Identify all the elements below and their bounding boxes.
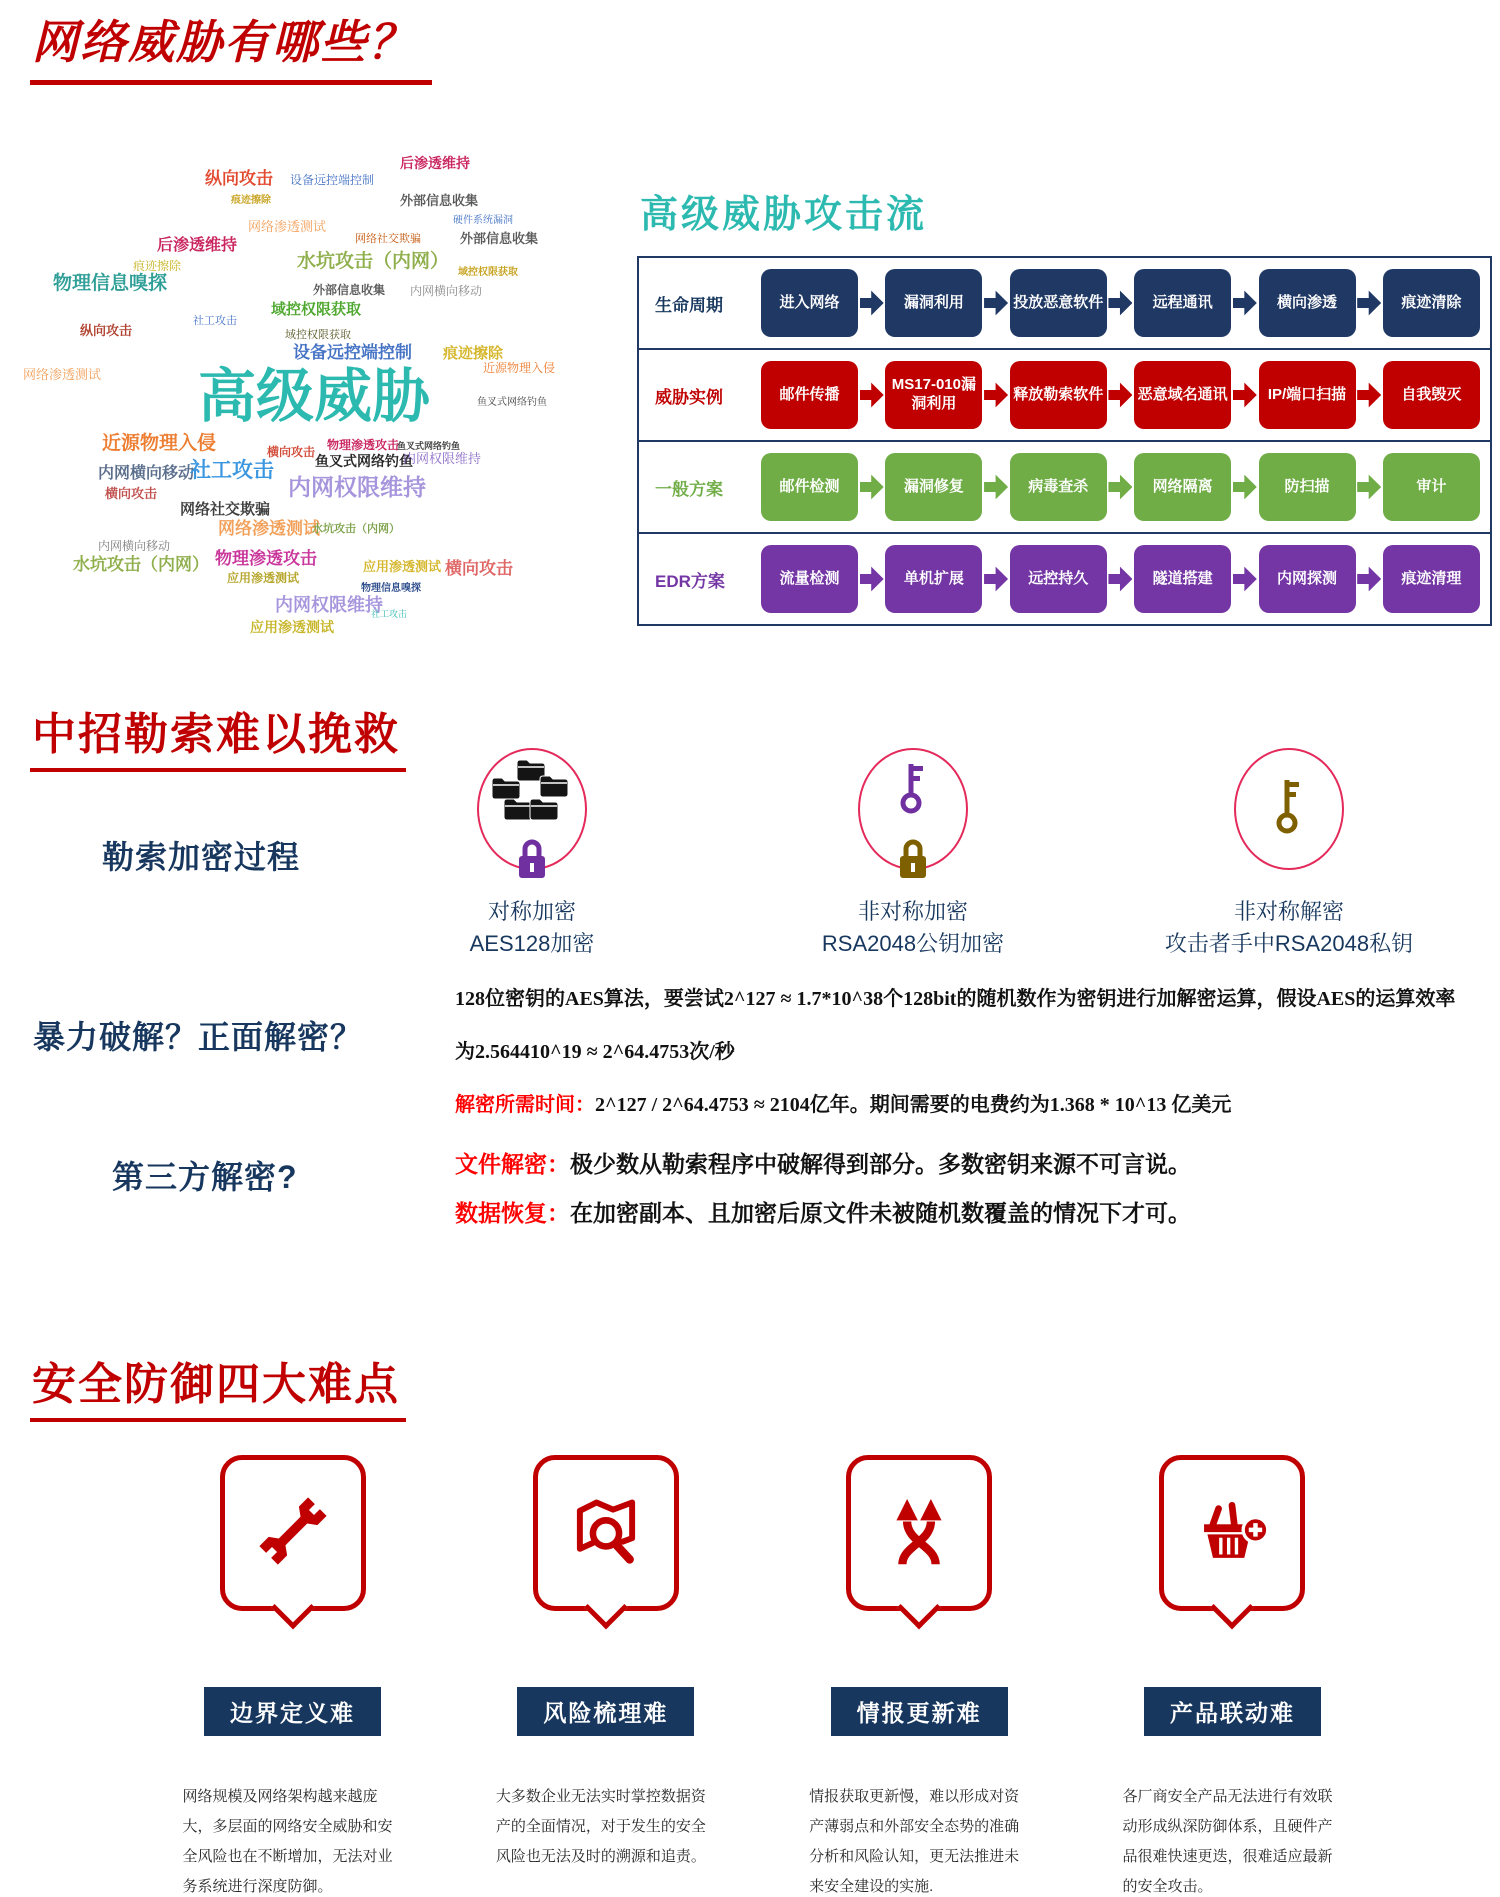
flow-arrow-icon [1108, 565, 1132, 593]
ransom-stage-symmetric [352, 748, 712, 960]
difficulty-label: 边界定义难 [204, 1687, 381, 1736]
olive-lock-icon [895, 837, 931, 886]
wordcloud-term: 社工攻击 [371, 609, 408, 619]
wordcloud-term: 设备远控端控制 [290, 173, 375, 187]
ransom-process-label: 勒索加密过程 [102, 839, 301, 875]
wordcloud-term: 设备远控端控制 [293, 343, 412, 362]
flow-step-box: 远控持久 [1010, 545, 1107, 613]
flow-arrow-icon [984, 289, 1008, 317]
flow-arrow-icon [1108, 473, 1132, 501]
difficulty-label: 情报更新难 [831, 1687, 1008, 1736]
flow-arrow-icon [860, 565, 884, 593]
purple-lock-icon [514, 837, 550, 886]
data-recover-text: 在加密副本、且加密后原文件未被随机数覆盖的情况下才可。 [570, 1200, 1191, 1226]
stage-sublabel: RSA2048公钥加密 [821, 930, 1005, 956]
flow-arrow-icon [1108, 381, 1132, 409]
diverging-arrows-icon [881, 1493, 957, 1574]
flow-row-label: 生命周期 [655, 295, 723, 315]
stage-sublabel: 攻击者手中RSA2048私钥 [1164, 930, 1414, 956]
wordcloud-term: 后渗透维持 [157, 237, 238, 254]
third-party-text [455, 1146, 1191, 1244]
flow-row-label: EDR方案 [655, 571, 725, 591]
flow-step-box: 释放勒索软件 [1010, 361, 1107, 429]
wordcloud-term: 应用渗透测试 [363, 559, 442, 574]
wordcloud-term: 痕迹擦除 [231, 195, 271, 206]
flow-arrow-icon [1357, 381, 1381, 409]
ransom-stage-asymmetric-decrypt [1109, 748, 1469, 960]
wordcloud-term: 近源物理入侵 [483, 361, 556, 375]
wordcloud-term: 网络社交欺骗 [180, 501, 271, 518]
flow-arrow-icon [984, 473, 1008, 501]
wordcloud-term: 内网权限维持 [403, 451, 482, 466]
basket-plus-icon [1194, 1495, 1270, 1572]
decrypt-time-line [455, 1088, 1455, 1117]
brute-line2: 为2.564410^19 ≈ 2^64.4753次/秒 [455, 1041, 735, 1063]
flow-step-box: 网络隔离 [1134, 453, 1231, 521]
flow-step-box: 恶意域名通讯 [1134, 361, 1231, 429]
pin-shape [220, 1455, 366, 1611]
wordcloud-term: 域控权限获取 [271, 301, 362, 318]
flow-steps [761, 545, 1480, 613]
stage-label: 非对称解密 [1233, 899, 1344, 924]
section2-title: 中招勒索难以挽救 [30, 698, 406, 772]
flow-step-box: 痕迹清除 [1383, 269, 1480, 337]
data-recover-line [455, 1195, 1191, 1228]
flow-step-box: 邮件检测 [761, 453, 858, 521]
difficulty-desc: 网络规模及网络架构越来越庞大，多层面的网络安全威胁和安全风险也在不断增加，无法对业务系统进行深度防御。 [182, 1788, 393, 1895]
wordcloud-term: 鱼叉式网络钓鱼 [315, 453, 413, 469]
flow-row-label: 一般方案 [655, 479, 723, 499]
flow-row [639, 350, 1490, 442]
difficulty-desc: 各厂商安全产品无法进行有效联动形成纵深防御体系，且硬件产品很难快速更迭，很难适应最新的安全攻击。 [1122, 1788, 1333, 1895]
flow-arrow-icon [1357, 473, 1381, 501]
wordcloud-term: 网络渗透测试 [248, 219, 327, 234]
wordcloud-term: 内网横向移动 [98, 465, 195, 482]
wordcloud-term: 外部信息收集 [400, 193, 479, 208]
flow-step-box: 流量检测 [761, 545, 858, 613]
difficulty-label: 产品联动难 [1144, 1687, 1321, 1736]
flow-step-box: 病毒查杀 [1010, 453, 1107, 521]
key-icon [1234, 748, 1344, 870]
flow-row [639, 258, 1490, 350]
stage-label: 非对称加密 [857, 899, 968, 924]
flow-row-label: 威胁实例 [655, 387, 723, 407]
pin-shape [846, 1455, 992, 1611]
brute-line1: 128位密钥的AES算法，要尝试2^127 ≈ 1.7*10^38个128bit的随机数作为密钥进行加解密运算，假设AES的运算效率 [455, 988, 1456, 1010]
difficulty-desc: 情报获取更新慢，难以形成对资产薄弱点和外部安全态势的准确分析和风险认知，更无法推进未来安全建设的实施. [809, 1788, 1020, 1895]
brute-force-text [455, 982, 1455, 1141]
wordcloud-term: 外部信息收集 [313, 283, 386, 297]
flow-arrow-icon [1357, 565, 1381, 593]
flow-step-box: 漏洞修复 [885, 453, 982, 521]
wordcloud-term: 网络渗透测试 [218, 519, 320, 538]
flow-steps [761, 361, 1480, 429]
wordcloud-term: 痕迹擦除 [133, 259, 182, 273]
flow-step-box: 漏洞利用 [885, 269, 982, 337]
wordcloud-term: 物理信息嗅探 [361, 583, 421, 594]
wordcloud-term: 应用渗透测试 [227, 571, 300, 585]
flow-arrow-icon [1233, 565, 1257, 593]
wordcloud-term: 纵向攻击 [205, 169, 273, 188]
flow-arrow-icon [1357, 289, 1381, 317]
wordcloud-term: 内网横向移动 [410, 284, 483, 298]
wordcloud-term: 物理信息嗅探 [53, 273, 168, 294]
flow-step-box: 横向渗透 [1259, 269, 1356, 337]
decrypt-time-label: 解密所需时间： [455, 1094, 595, 1116]
pin-shape [533, 1455, 679, 1611]
brute-force-label: 暴力破解？正面解密？ [33, 1019, 364, 1055]
wordcloud-term: 水坑攻击（内网） [297, 251, 450, 272]
file-decrypt-label: 文件解密： [455, 1151, 570, 1177]
wordcloud-term: 内网权限维持 [275, 595, 383, 615]
difficulties-row [165, 1455, 1360, 1897]
stage-label: 对称加密 [487, 899, 576, 924]
pin-shape [1159, 1455, 1305, 1611]
flow-arrow-icon [860, 381, 884, 409]
wordcloud-term: 鱼叉式网络钓鱼 [477, 397, 547, 408]
decrypt-time-text: 2^127 / 2^64.4753 ≈ 2104亿年。期间需要的电费约为1.368 * 10^13 亿美元 [595, 1094, 1232, 1116]
flow-step-box: 内网探测 [1259, 545, 1356, 613]
difficulty-risk [478, 1455, 733, 1897]
section1-title: 网络威胁有哪些？ [30, 6, 432, 85]
flow-step-box: 远程通讯 [1134, 269, 1231, 337]
key-lock-icon [858, 748, 968, 870]
flow-arrow-icon [860, 473, 884, 501]
flow-step-box: 进入网络 [761, 269, 858, 337]
difficulty-label: 风险梳理难 [517, 1687, 694, 1736]
wordcloud-term: 痕迹擦除 [443, 345, 504, 362]
difficulty-product [1105, 1455, 1360, 1897]
folders-lock-icon [477, 748, 587, 870]
flow-row [639, 534, 1490, 624]
wordcloud-term: 社工攻击 [190, 459, 274, 482]
flow-steps [761, 453, 1480, 521]
wordcloud-term: 外部信息收集 [460, 231, 539, 246]
wordcloud-term: 域控权限获取 [458, 267, 518, 278]
map-search-icon [568, 1493, 644, 1574]
wordcloud-term: 后渗透维持 [400, 155, 470, 171]
third-party-label: 第三方解密? [112, 1159, 298, 1195]
wordcloud-term: 内网权限维持 [288, 474, 426, 500]
flow-step-box: 投放恶意软件 [1010, 269, 1107, 337]
wordcloud-term: 网络渗透测试 [23, 367, 102, 382]
wordcloud-term: 内网横向移动 [98, 539, 171, 553]
flow-arrow-icon [984, 381, 1008, 409]
wordcloud-term: 物理渗透攻击 [327, 438, 400, 452]
data-recover-label: 数据恢复： [455, 1200, 570, 1226]
wordcloud-term: 应用渗透测试 [250, 619, 334, 635]
flow-step-box: 邮件传播 [761, 361, 858, 429]
flow-arrow-icon [1233, 381, 1257, 409]
wordcloud-term: 高级威胁 [198, 364, 431, 429]
section3-title: 安全防御四大难点 [30, 1348, 406, 1422]
wordcloud-term: 纵向攻击 [80, 323, 133, 338]
flow-arrow-icon [984, 565, 1008, 593]
flow-row [639, 442, 1490, 534]
stage-sublabel: AES128加密 [469, 930, 595, 956]
wordcloud-term: 横向攻击 [445, 559, 513, 578]
attack-flow-title: 高级威胁攻击流 [640, 194, 928, 236]
flow-step-box: 自我毁灭 [1383, 361, 1480, 429]
difficulty-intel [792, 1455, 1047, 1897]
wordcloud-term: 近源物理入侵 [102, 433, 217, 454]
flow-arrow-icon [1233, 289, 1257, 317]
flow-step-box: MS17-010漏洞利用 [885, 361, 982, 429]
file-decrypt-text: 极少数从勒索程序中破解得到部分。多数密钥来源不可言说。 [570, 1151, 1191, 1177]
flow-steps [761, 269, 1480, 337]
wordcloud-term: 水坑攻击（内网） [312, 523, 400, 535]
wordcloud-term: 横向攻击 [267, 445, 316, 459]
flow-step-box: IP/端口扫描 [1259, 361, 1356, 429]
difficulty-desc: 大多数企业无法实时掌控数据资产的全面情况，对于发生的安全风险也无法及时的溯源和追责。 [495, 1788, 706, 1865]
wordcloud [5, 140, 590, 655]
wordcloud-term: 网络社交欺骗 [355, 233, 421, 245]
flow-step-box: 审计 [1383, 453, 1480, 521]
wordcloud-term: 横向攻击 [105, 486, 158, 501]
wrench-icon [255, 1493, 331, 1574]
flow-step-box: 隧道搭建 [1134, 545, 1231, 613]
wordcloud-term: 水坑攻击（内网） [73, 555, 209, 574]
flow-step-box: 单机扩展 [885, 545, 982, 613]
flow-step-box: 防扫描 [1259, 453, 1356, 521]
wordcloud-term: 物理渗透攻击 [215, 549, 317, 568]
attack-flow-table [637, 256, 1492, 626]
flow-arrow-icon [1233, 473, 1257, 501]
flow-step-box: 痕迹清理 [1383, 545, 1480, 613]
ransom-stage-asymmetric-encrypt [733, 748, 1093, 960]
wordcloud-term: 鱼叉式网络钓鱼 [397, 441, 461, 451]
wordcloud-term: 域控权限获取 [285, 329, 351, 341]
wordcloud-term: 社工攻击 [193, 315, 237, 327]
flow-arrow-icon [1108, 289, 1132, 317]
wordcloud-term: 硬件系统漏洞 [453, 215, 513, 226]
flow-arrow-icon [860, 289, 884, 317]
difficulty-boundary [165, 1455, 420, 1897]
file-decrypt-line [455, 1146, 1191, 1179]
